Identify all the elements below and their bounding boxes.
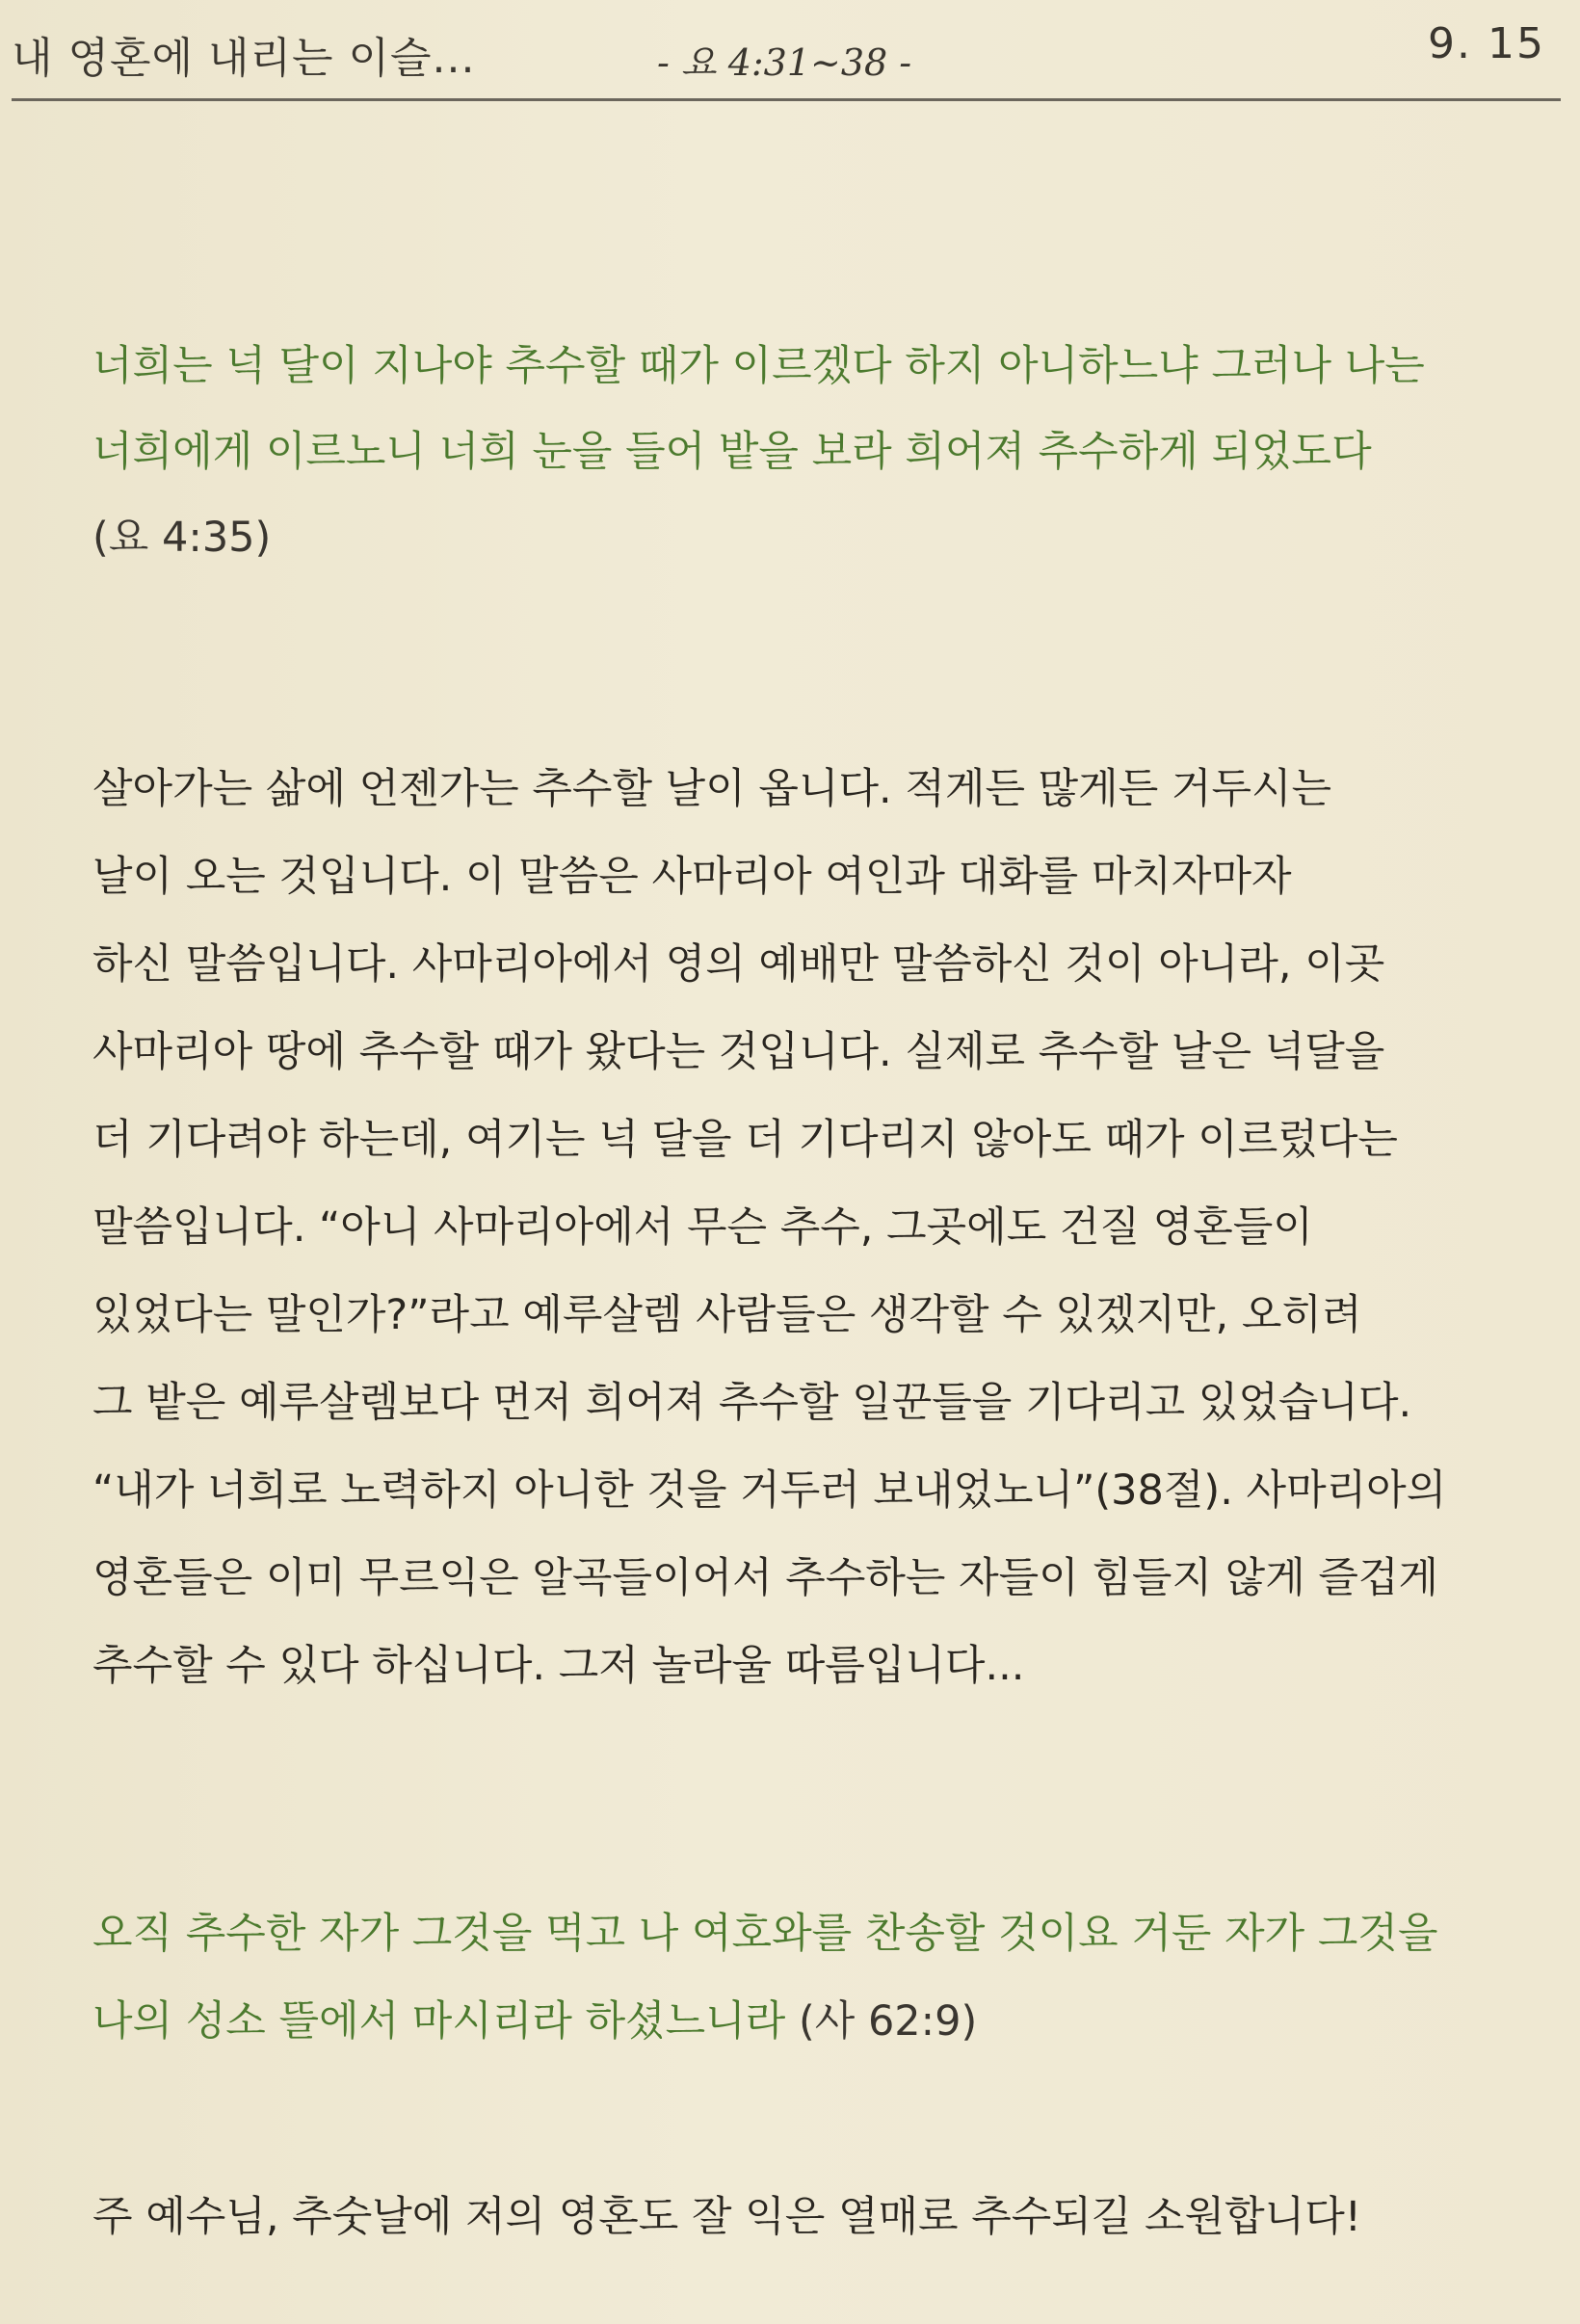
page-date: 9. 15 bbox=[1428, 19, 1545, 68]
body-line: 그 밭은 예루살렘보다 먼저 희어져 추수할 일꾼들을 기다리고 있었습니다. bbox=[92, 1379, 1412, 1427]
verse-line-with-ref bbox=[92, 1978, 1538, 2066]
verse-line-text: 나의 성소 뜰에서 마시리라 하셨느니라 bbox=[92, 1997, 786, 2046]
body-line: 날이 오는 것입니다. 이 말씀은 사마리아 여인과 대화를 마치자마자 bbox=[92, 853, 1292, 901]
body-line: 사마리아 땅에 추수할 때가 왔다는 것입니다. 실제로 추수할 날은 넉달을 bbox=[92, 1028, 1385, 1076]
body-line: 더 기다려야 하는데, 여기는 넉 달을 더 기다리지 않아도 때가 이르렀다는 bbox=[92, 1116, 1398, 1164]
verse-line: 오직 추수한 자가 그것을 먹고 나 여호와를 찬송할 것이요 거둔 자가 그것을 bbox=[92, 1910, 1438, 1958]
body-line: 추수할 수 있다 하십니다. 그저 놀라울 따름입니다... bbox=[92, 1642, 1025, 1690]
prayer-line: 주 예수님, 추숫날에 저의 영혼도 잘 익은 열매로 추수되길 소원합니다! bbox=[92, 2193, 1361, 2241]
scripture-verse-bottom bbox=[92, 1890, 1538, 2066]
running-header bbox=[12, 0, 1561, 101]
body-line: 영혼들은 이미 무르익은 알곡들이어서 추수하는 자들이 힘들지 않게 즐겁게 bbox=[92, 1554, 1439, 1602]
scripture-reference: - 요 4:31~38 - bbox=[657, 41, 912, 84]
verse-reference: (요 4:35) bbox=[92, 514, 272, 562]
body-line: “내가 너희로 노력하지 아니한 것을 거두러 보내었노니”(38절). 사마리아의 bbox=[92, 1466, 1447, 1515]
body-line: 있었다는 말인가?”라고 예루살렘 사람들은 생각할 수 있겠지만, 오히려 bbox=[92, 1291, 1362, 1339]
body-line: 말씀입니다. “아니 사마리아에서 무슨 추수, 그곳에도 건질 영혼들이 bbox=[92, 1203, 1313, 1252]
verse-line: 너희는 넉 달이 지나야 추수할 때가 이르겠다 하지 아니하느냐 그러나 나는 bbox=[92, 342, 1425, 390]
body-line: 살아가는 삶에 언젠가는 추수할 날이 옵니다. 적게든 많게든 거두시는 bbox=[92, 765, 1332, 813]
verse-reference: (사 62:9) bbox=[798, 1997, 978, 2046]
verse-line: 너희에게 이르노니 너희 눈을 들어 밭을 보라 희어져 추수하게 되었도다 bbox=[92, 428, 1372, 476]
body-line: 하신 말씀입니다. 사마리아에서 영의 예배만 말씀하신 것이 아니라, 이곳 bbox=[92, 940, 1385, 989]
devotional-body bbox=[92, 746, 1538, 1710]
book-title: 내 영혼에 내리는 이슬... bbox=[12, 34, 476, 83]
closing-prayer bbox=[92, 2174, 1538, 2261]
scripture-verse-top bbox=[92, 324, 1538, 581]
